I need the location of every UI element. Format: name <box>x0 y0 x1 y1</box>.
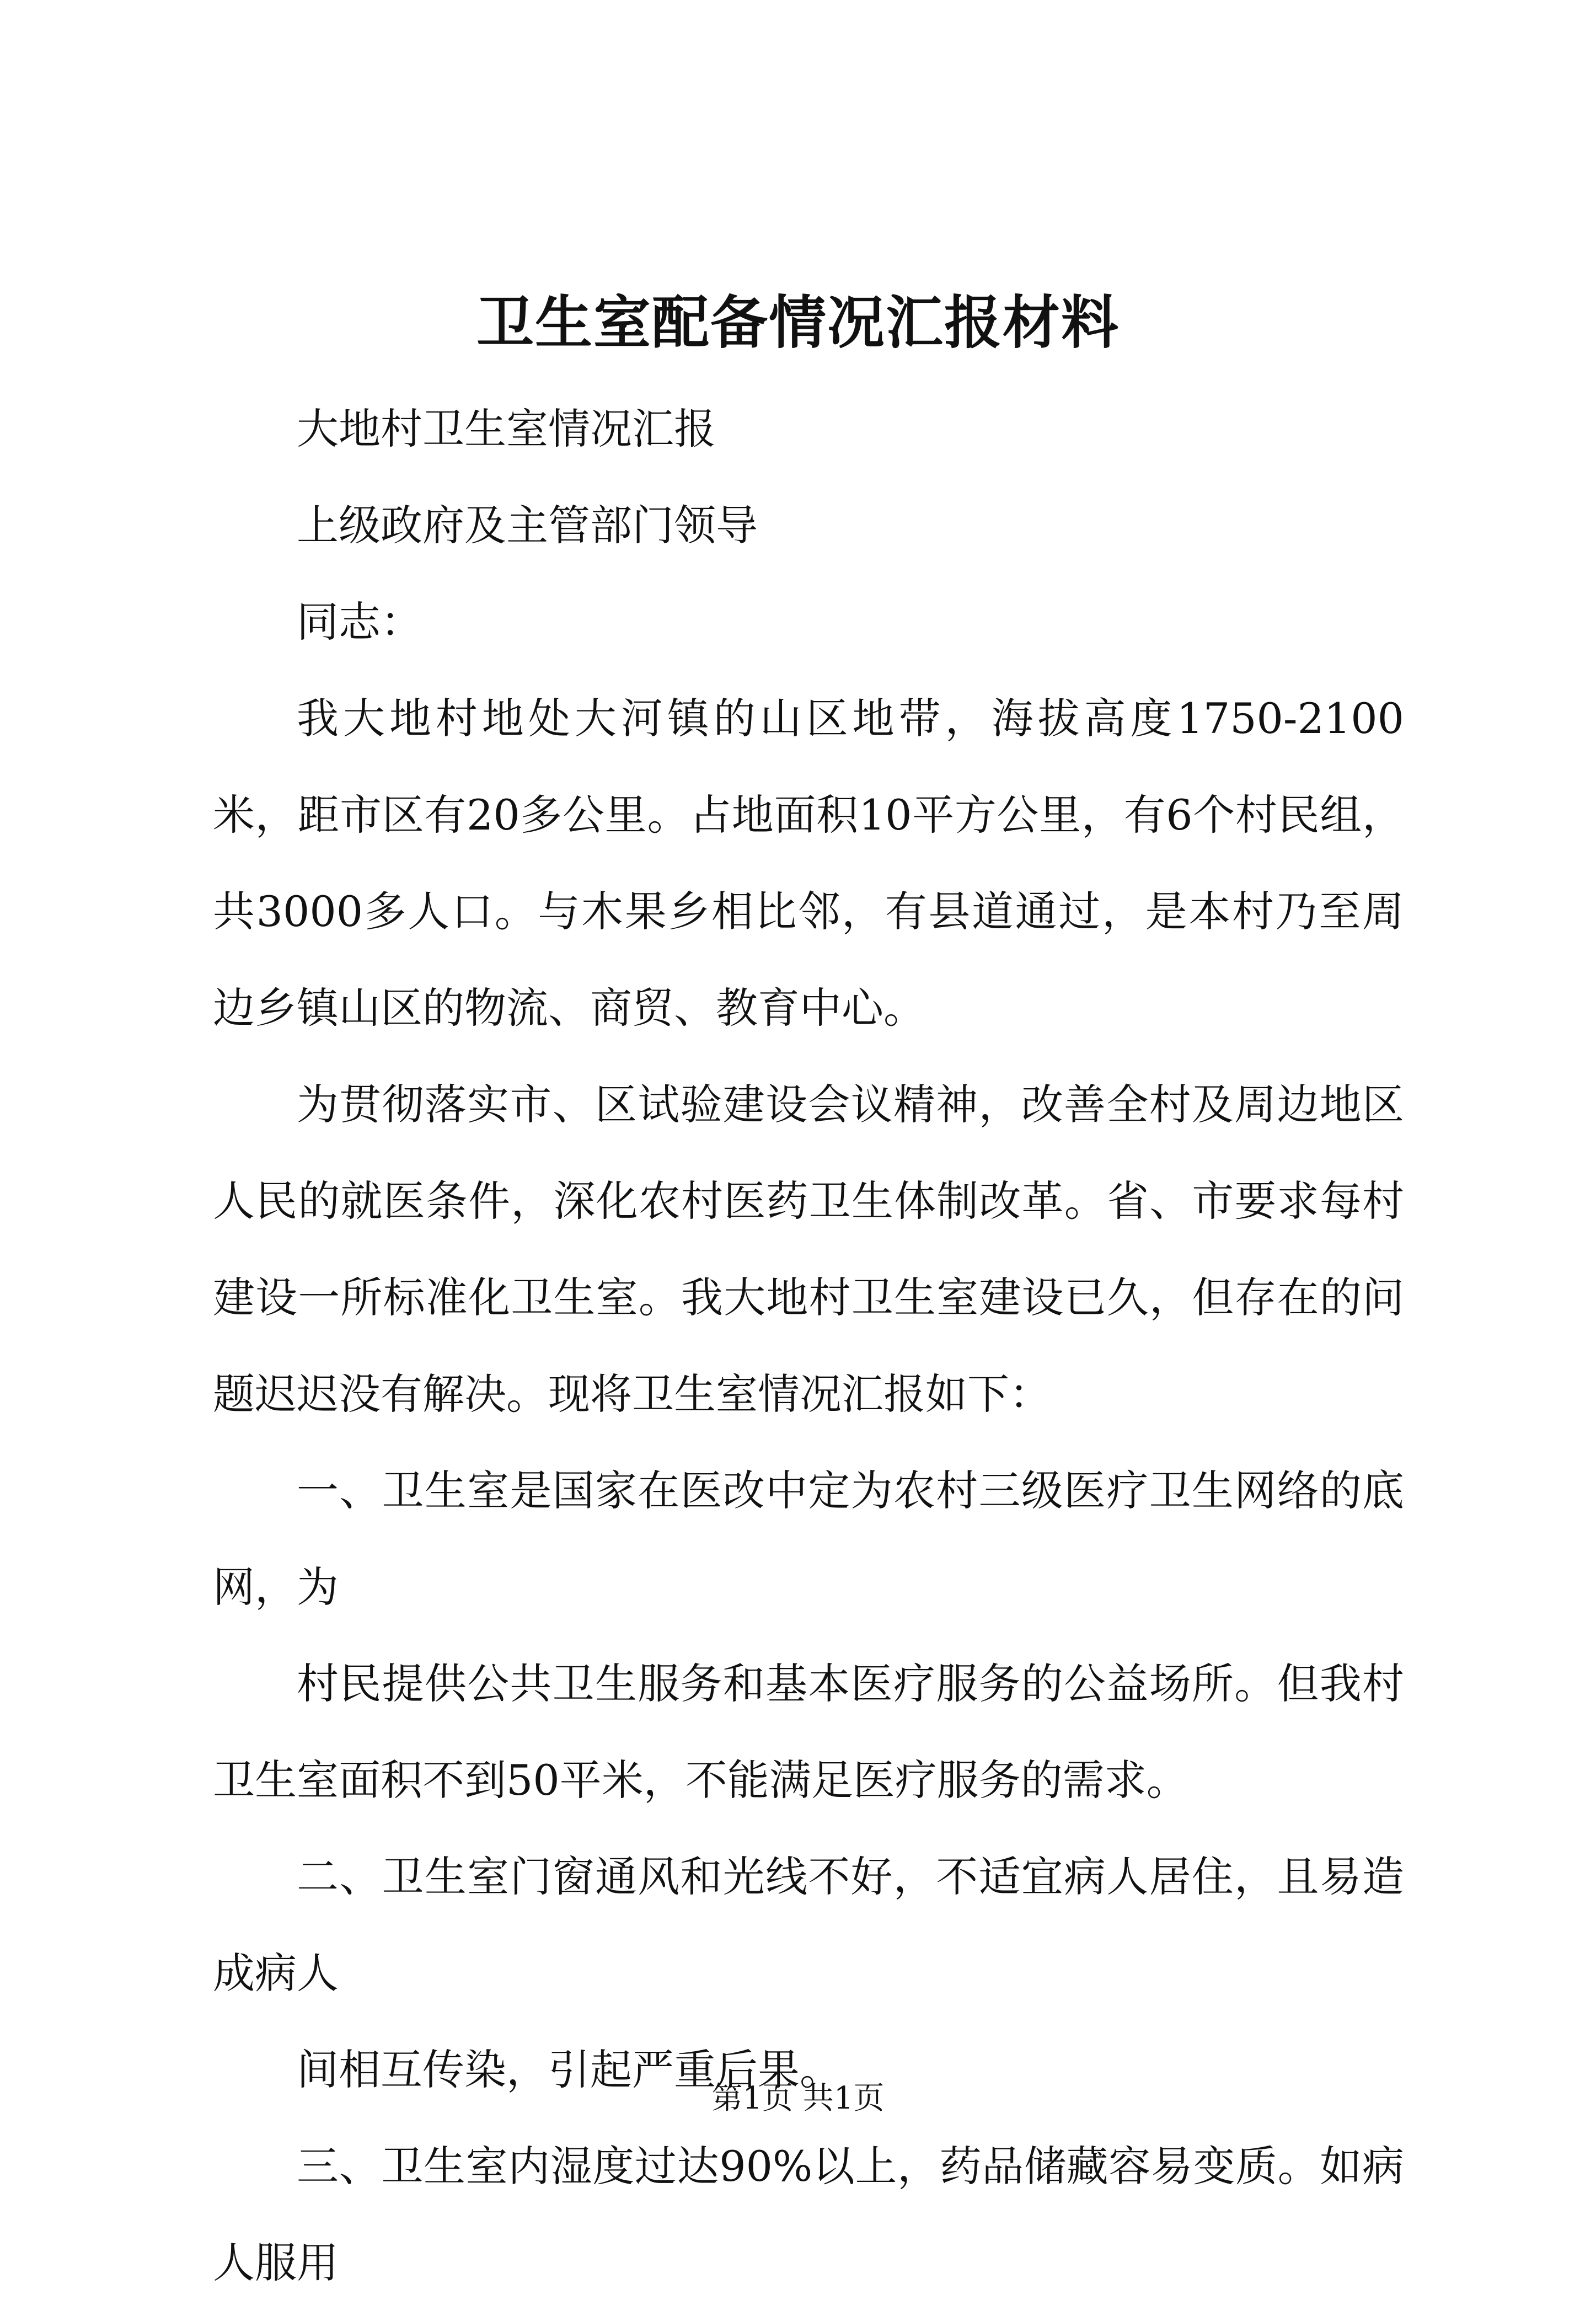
document-body <box>213 381 1404 2311</box>
paragraph-salutation: 同志： <box>297 597 422 646</box>
document-title: 卫生室配备情况汇报材料 <box>476 288 1120 356</box>
paragraph-point-two-continued: 间相互传染，引起严重后果。 <box>297 2045 842 2094</box>
paragraph-report-heading: 大地村卫生室情况汇报 <box>297 404 716 453</box>
paragraph-background: 为贯彻落实市、区试验建设会议精神，改善全村及周边地区人民的就医条件，深化农村医药卫生体制改革。省、市要求每村建设一所标准化卫生室。我大地村卫生室建设已久，但存在的问题迟迟没有解决。现将卫生室情况汇报如下： <box>213 1080 1404 1419</box>
paragraph-addressee: 上级政府及主管部门领导 <box>297 501 758 550</box>
paragraph-point-one-continued: 村民提供公共卫生服务和基本医疗服务的公益场所。但我村卫生室面积不到50平米，不能满足医疗服务的需求。 <box>213 1659 1404 1805</box>
paragraph-point-two: 二、卫生室门窗通风和光线不好，不适宜病人居住，且易造成病人 <box>213 1852 1404 1998</box>
paragraph-point-one: 一、卫生室是国家在医改中定为农村三级医疗卫生网络的底网，为 <box>213 1466 1404 1612</box>
paragraph-point-three: 三、卫生室内湿度过达90%以上，药品储藏容易变质。如病人服用 <box>213 2142 1404 2287</box>
paragraph-village-overview: 我大地村地处大河镇的山区地带，海拔高度1750-2100米，距市区有20多公里。占地面积10平方公里，有6个村民组，共3000多人口。与木果乡相比邻，有县道通过，是本村乃至周边乡镇山区的物流、商贸、教育中心。 <box>213 694 1404 1033</box>
page-number-footer: 第1页 共1页 <box>711 2080 885 2116</box>
